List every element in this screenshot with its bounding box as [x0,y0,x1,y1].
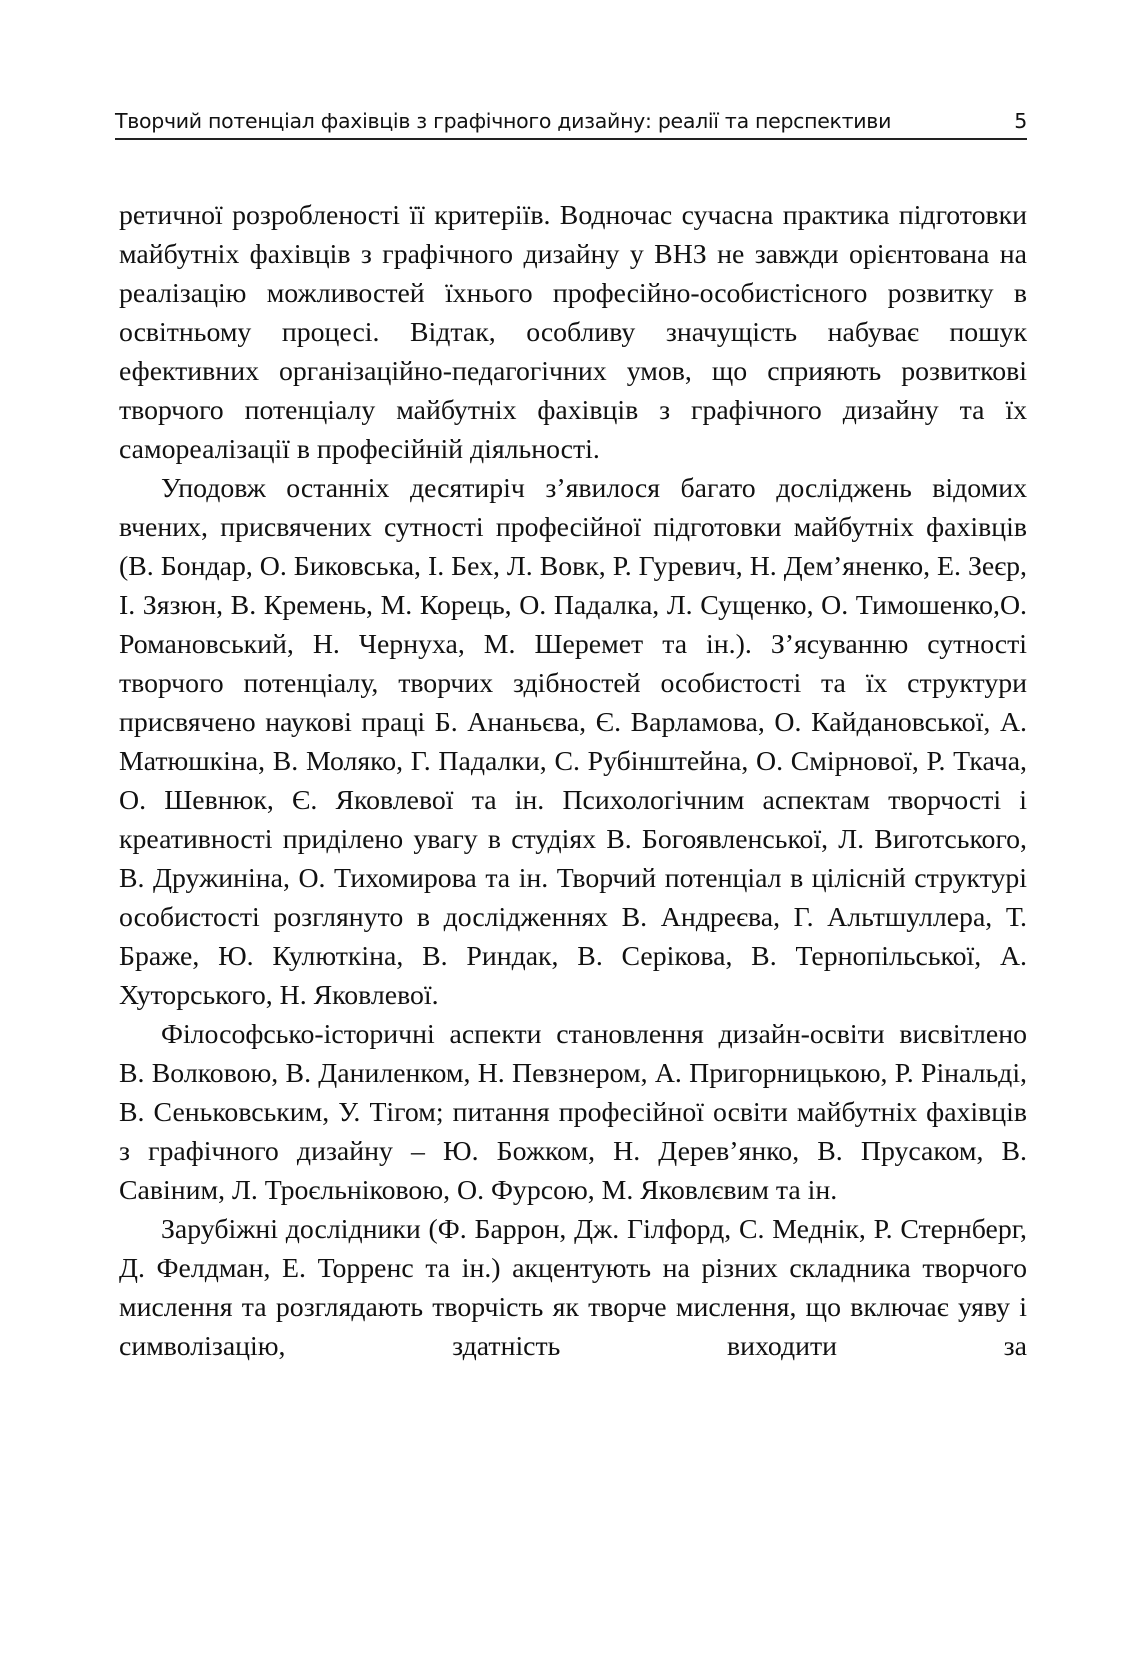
paragraph: ретичної розробленості її критеріїв. Водночас сучасна практика підготовки майбутніх фахівців з графічного дизайну у ВНЗ не завжди орієнтована на реалізацію можливостей їхнього професійно-особистісного розвитку в освітньому процесі. Відтак, особливу значущість набуває пошук ефективних організаційно-педагогічних умов, що сприяють розвиткові творчого потенціалу майбутніх фахівців з графічного дизайну та їх самореалізації в професійній діяльності. [119,200,1027,465]
running-header-title: Творчий потенціал фахівців з графічного дизайну: реалії та перспективи [115,109,892,133]
paragraph: Уподовж останніх десятиріч з’явилося багато досліджень відомих вчених, присвячених сутності професійної підготовки майбутніх фахівців (В. Бондар, О. Биковська, І. Бех, Л. Вовк, Р. Гуревич, Н. Дем’яненко, Е. Зеєр, І. Зязюн, В. Кремень, М. Корець, О. Падалка, Л. Сущенко, О. Тимошенко,О. Романовський, Н. Чернуха, М. Шеремет та ін.). З’ясуванню сутності творчого потенціалу, творчих здібностей особистості та їх структури присвячено наукові праці Б. Ананьєва, Є. Варламова, О. Кайдановської, А. Матюшкіна, В. Моляко, Г. Падалки, С. Рубінштейна, О. Смірнової, Р. Ткача, О. Шевнюк, Є. Яковлевої та ін. Психологічним аспектам творчості і креативності приділено увагу в студіях В. Богоявленської, Л. Виготського, В. Дружиніна, О. Тихомирова та ін. Творчий потенціал в цілісній структурі особистості розглянуто в дослідженнях В. Андреєва, Г. Альтшуллера, Т. Браже, Ю. Кулюткіна, В. Риндак, В. Серікова, В. Тернопільської, А. Хуторського, Н. Яковлевої. [119,473,1027,1011]
paragraph: Філософсько-історичні аспекти становлення дизайн-освіти висвітлено В. Волковою, В. Даниленком, Н. Певзнером, А. Пригорницькою, Р. Рінальді, В. Сеньковським, У. Тігом; питання професійної освіти майбутніх фахівців з графічного дизайну – Ю. Божком, Н. Дерев’янко, В. Прусаком, В. Савіним, Л. Троєльніковою, О. Фурсою, М. Яковлєвим та ін. [119,1019,1027,1206]
page-number: 5 [1014,109,1027,133]
body-text [119,196,1027,1366]
running-header [115,104,1027,140]
paragraph: Зарубіжні дослідники (Ф. Баррон, Дж. Гілфорд, С. Меднік, Р. Стернберг, Д. Фелдман, Е. Торренс та ін.) акцентують на різних складника творчого мислення та розглядають творчість як творче мислення, що включає уяву і символізацію, здатність виходити за [119,1214,1027,1362]
